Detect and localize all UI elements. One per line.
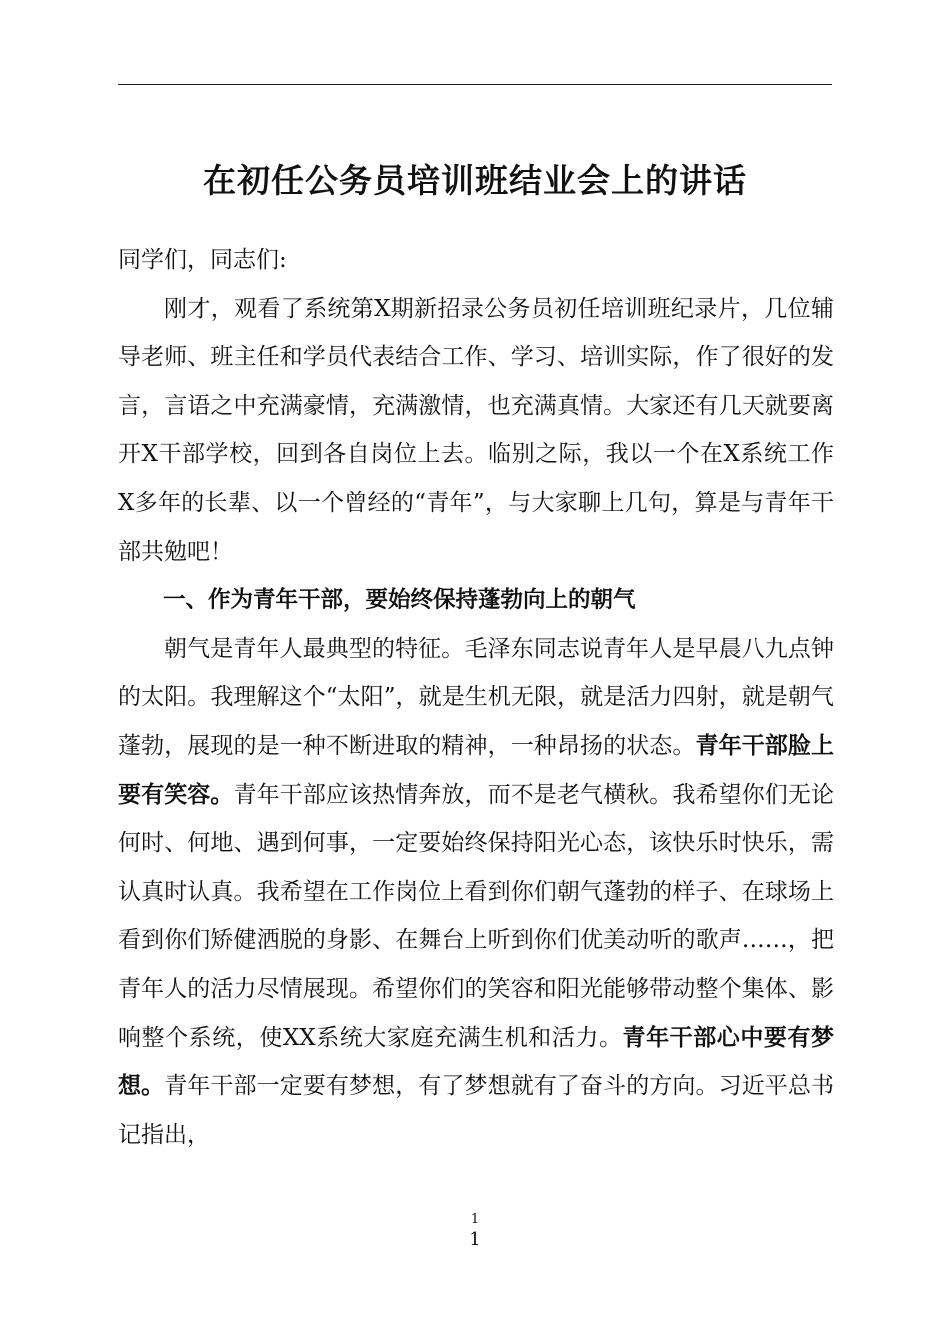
section-heading-1: 一、作为青年干部，要始终保持蓬勃向上的朝气 <box>163 587 636 614</box>
paragraph-text-c: 青年干部一定要有梦想，有了梦想就有了奋斗的方向。习近平总书记指出， <box>118 1073 835 1148</box>
key-point-dream: 青年干部心中要有梦想。 <box>118 1023 834 1100</box>
paragraph-text-b: 青年干部应该热情奔放，而不是老气横秋。我希望你们无论何时、何地、遇到何事，一定要始终保持阳光心态，该快乐时快乐，需认真时认真。我希望在工作岗位上看到你们朝气蓬勃的样子、在球场上看到你们矫健洒脱的身影、在舞台上听到你们优美动听的歌声……，把青年人的活力尽情展现。希望你们的笑容和阳光能够带动整个集体、影响整个系统，使XX系统大家庭充满生机和活力。 <box>118 781 835 1051</box>
key-point-smile: 青年干部脸上要有笑容。 <box>118 731 835 808</box>
paragraph-text-a: 朝气是青年人最典型的特征。毛泽东同志说青年人是早晨八九点钟的太阳。我理解这个“太阳”，就是生机无限，就是活力四射，就是朝气蓬勃，展现的是一种不断进取的精神，一种昂扬的状态。 <box>118 635 834 759</box>
page-number-small: 1 <box>470 1212 480 1227</box>
paragraph-section-1 <box>118 625 834 1160</box>
paragraph-intro: 刚才，观看了系统第X期新招录公务员初任培训班纪录片，几位辅导老师、班主任和学员代表结合工作、学习、培训实际，作了很好的发言，言语之中充满豪情，充满激情，也充满真情。大家还有几天就要离开X干部学校，回到各自岗位上去。临别之际，我以一个在X系统工作X多年的长辈、以一个曾经的“青年”，与大家聊上几句，算是与青年干部共勉吧！ <box>118 295 834 565</box>
salutation: 同学们，同志们: <box>118 247 287 273</box>
header-rule <box>118 84 832 85</box>
document-title: 在初任公务员培训班结业会上的讲话 <box>203 161 747 200</box>
page-number: 1 <box>469 1229 481 1250</box>
document-body <box>118 236 834 1159</box>
